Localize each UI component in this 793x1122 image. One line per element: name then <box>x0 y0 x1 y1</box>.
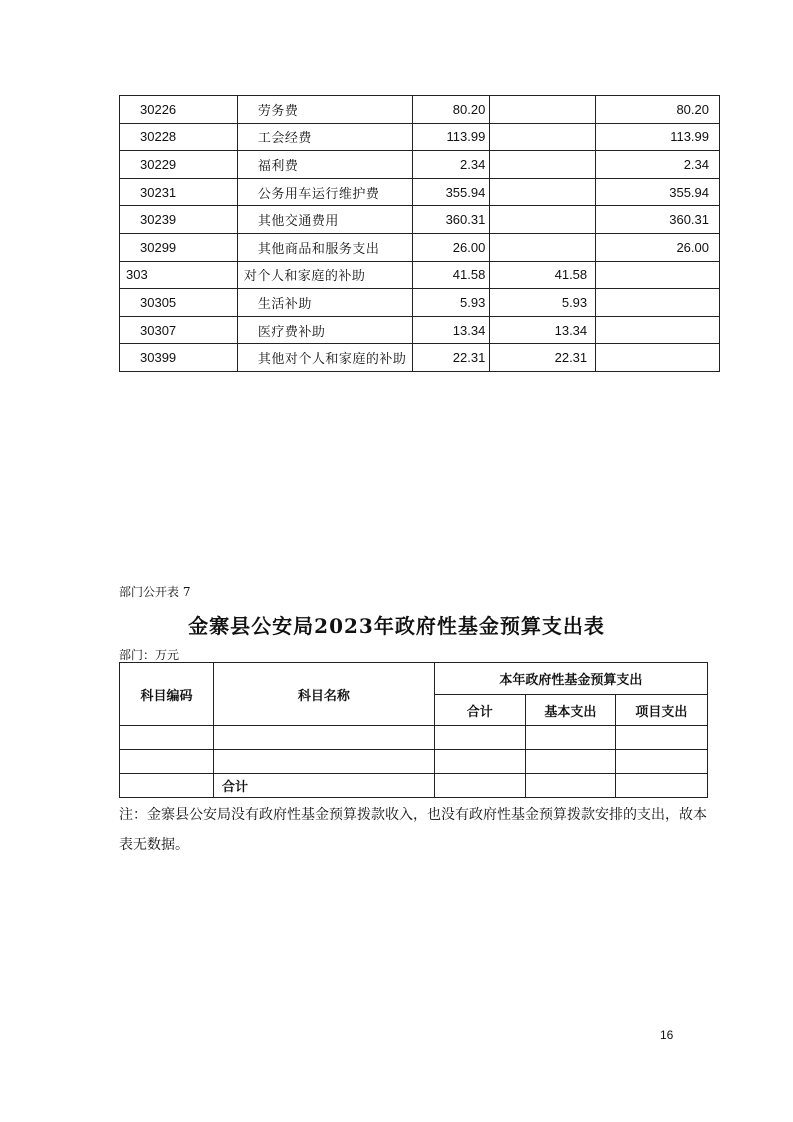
total-value: 2.34 <box>413 151 490 179</box>
header-total: 合计 <box>434 695 525 726</box>
subject-code: 30226 <box>120 96 238 124</box>
project-value: 26.00 <box>596 233 720 261</box>
total-value: 41.58 <box>413 261 490 289</box>
subject-code: 30305 <box>120 289 238 317</box>
basic-value <box>490 151 596 179</box>
cell <box>615 726 707 750</box>
subject-code: 30299 <box>120 233 238 261</box>
table-caption: 部门公开表 7 <box>119 585 191 599</box>
basic-value: 22.31 <box>490 344 596 372</box>
project-value <box>596 316 720 344</box>
unit-label: 部门：万元 <box>119 648 180 662</box>
subject-code: 303 <box>120 261 238 289</box>
project-value: 80.20 <box>596 96 720 124</box>
table-row <box>120 289 720 317</box>
page-number: 16 <box>660 1028 674 1042</box>
table-row <box>120 206 720 234</box>
table-row <box>120 233 720 261</box>
expenditure-table-continued <box>119 95 720 372</box>
cell <box>120 774 214 798</box>
header-subject-name: 科目名称 <box>214 663 435 726</box>
project-value <box>596 289 720 317</box>
table-row <box>120 151 720 179</box>
basic-value <box>490 206 596 234</box>
basic-value <box>490 178 596 206</box>
table-row <box>120 96 720 124</box>
project-value: 113.99 <box>596 123 720 151</box>
cell <box>525 750 615 774</box>
fund-budget-table <box>119 662 708 798</box>
table-row <box>120 316 720 344</box>
cell <box>434 726 525 750</box>
cell <box>120 750 214 774</box>
header-subject-code: 科目编码 <box>120 663 214 726</box>
basic-value: 5.93 <box>490 289 596 317</box>
project-value: 355.94 <box>596 178 720 206</box>
page-title: 金寨县公安局2023年政府性基金预算支出表 <box>188 614 605 638</box>
subject-name: 工会经费 <box>237 123 413 151</box>
project-value <box>596 344 720 372</box>
subject-name: 生活补助 <box>237 289 413 317</box>
total-value: 22.31 <box>413 344 490 372</box>
project-value <box>596 261 720 289</box>
total-label: 合计 <box>214 774 435 798</box>
subject-name: 对个人和家庭的补助 <box>237 261 413 289</box>
basic-value <box>490 233 596 261</box>
cell <box>214 726 435 750</box>
total-value: 113.99 <box>413 123 490 151</box>
cell <box>214 750 435 774</box>
subject-code: 30307 <box>120 316 238 344</box>
total-value: 13.34 <box>413 316 490 344</box>
cell <box>525 774 615 798</box>
project-value: 360.31 <box>596 206 720 234</box>
header-fund-expenditure: 本年政府性基金预算支出 <box>434 663 707 695</box>
subject-name: 其他商品和服务支出 <box>237 233 413 261</box>
basic-value <box>490 123 596 151</box>
table-note: 注：金寨县公安局没有政府性基金预算拨款收入，也没有政府性基金预算拨款安排的支出，故本表无数据。 <box>119 807 707 853</box>
cell <box>120 726 214 750</box>
subject-name: 公务用车运行维护费 <box>237 178 413 206</box>
total-row <box>120 774 708 798</box>
cell <box>615 750 707 774</box>
total-value: 80.20 <box>413 96 490 124</box>
cell <box>434 750 525 774</box>
header-basic: 基本支出 <box>525 695 615 726</box>
subject-code: 30231 <box>120 178 238 206</box>
table-row <box>120 726 708 750</box>
cell <box>434 774 525 798</box>
table-row <box>120 178 720 206</box>
subject-code: 30229 <box>120 151 238 179</box>
subject-name: 其他交通费用 <box>237 206 413 234</box>
subject-name: 劳务费 <box>237 96 413 124</box>
total-value: 26.00 <box>413 233 490 261</box>
basic-value <box>490 96 596 124</box>
table-row <box>120 123 720 151</box>
subject-name: 医疗费补助 <box>237 316 413 344</box>
subject-name: 福利费 <box>237 151 413 179</box>
subject-code: 30239 <box>120 206 238 234</box>
table-row <box>120 261 720 289</box>
cell <box>615 774 707 798</box>
total-value: 355.94 <box>413 178 490 206</box>
project-value: 2.34 <box>596 151 720 179</box>
basic-value: 13.34 <box>490 316 596 344</box>
cell <box>525 726 615 750</box>
total-value: 360.31 <box>413 206 490 234</box>
header-project: 项目支出 <box>615 695 707 726</box>
total-value: 5.93 <box>413 289 490 317</box>
subject-code: 30228 <box>120 123 238 151</box>
subject-name: 其他对个人和家庭的补助 <box>237 344 413 372</box>
table-row <box>120 750 708 774</box>
basic-value: 41.58 <box>490 261 596 289</box>
subject-code: 30399 <box>120 344 238 372</box>
table-row <box>120 344 720 372</box>
